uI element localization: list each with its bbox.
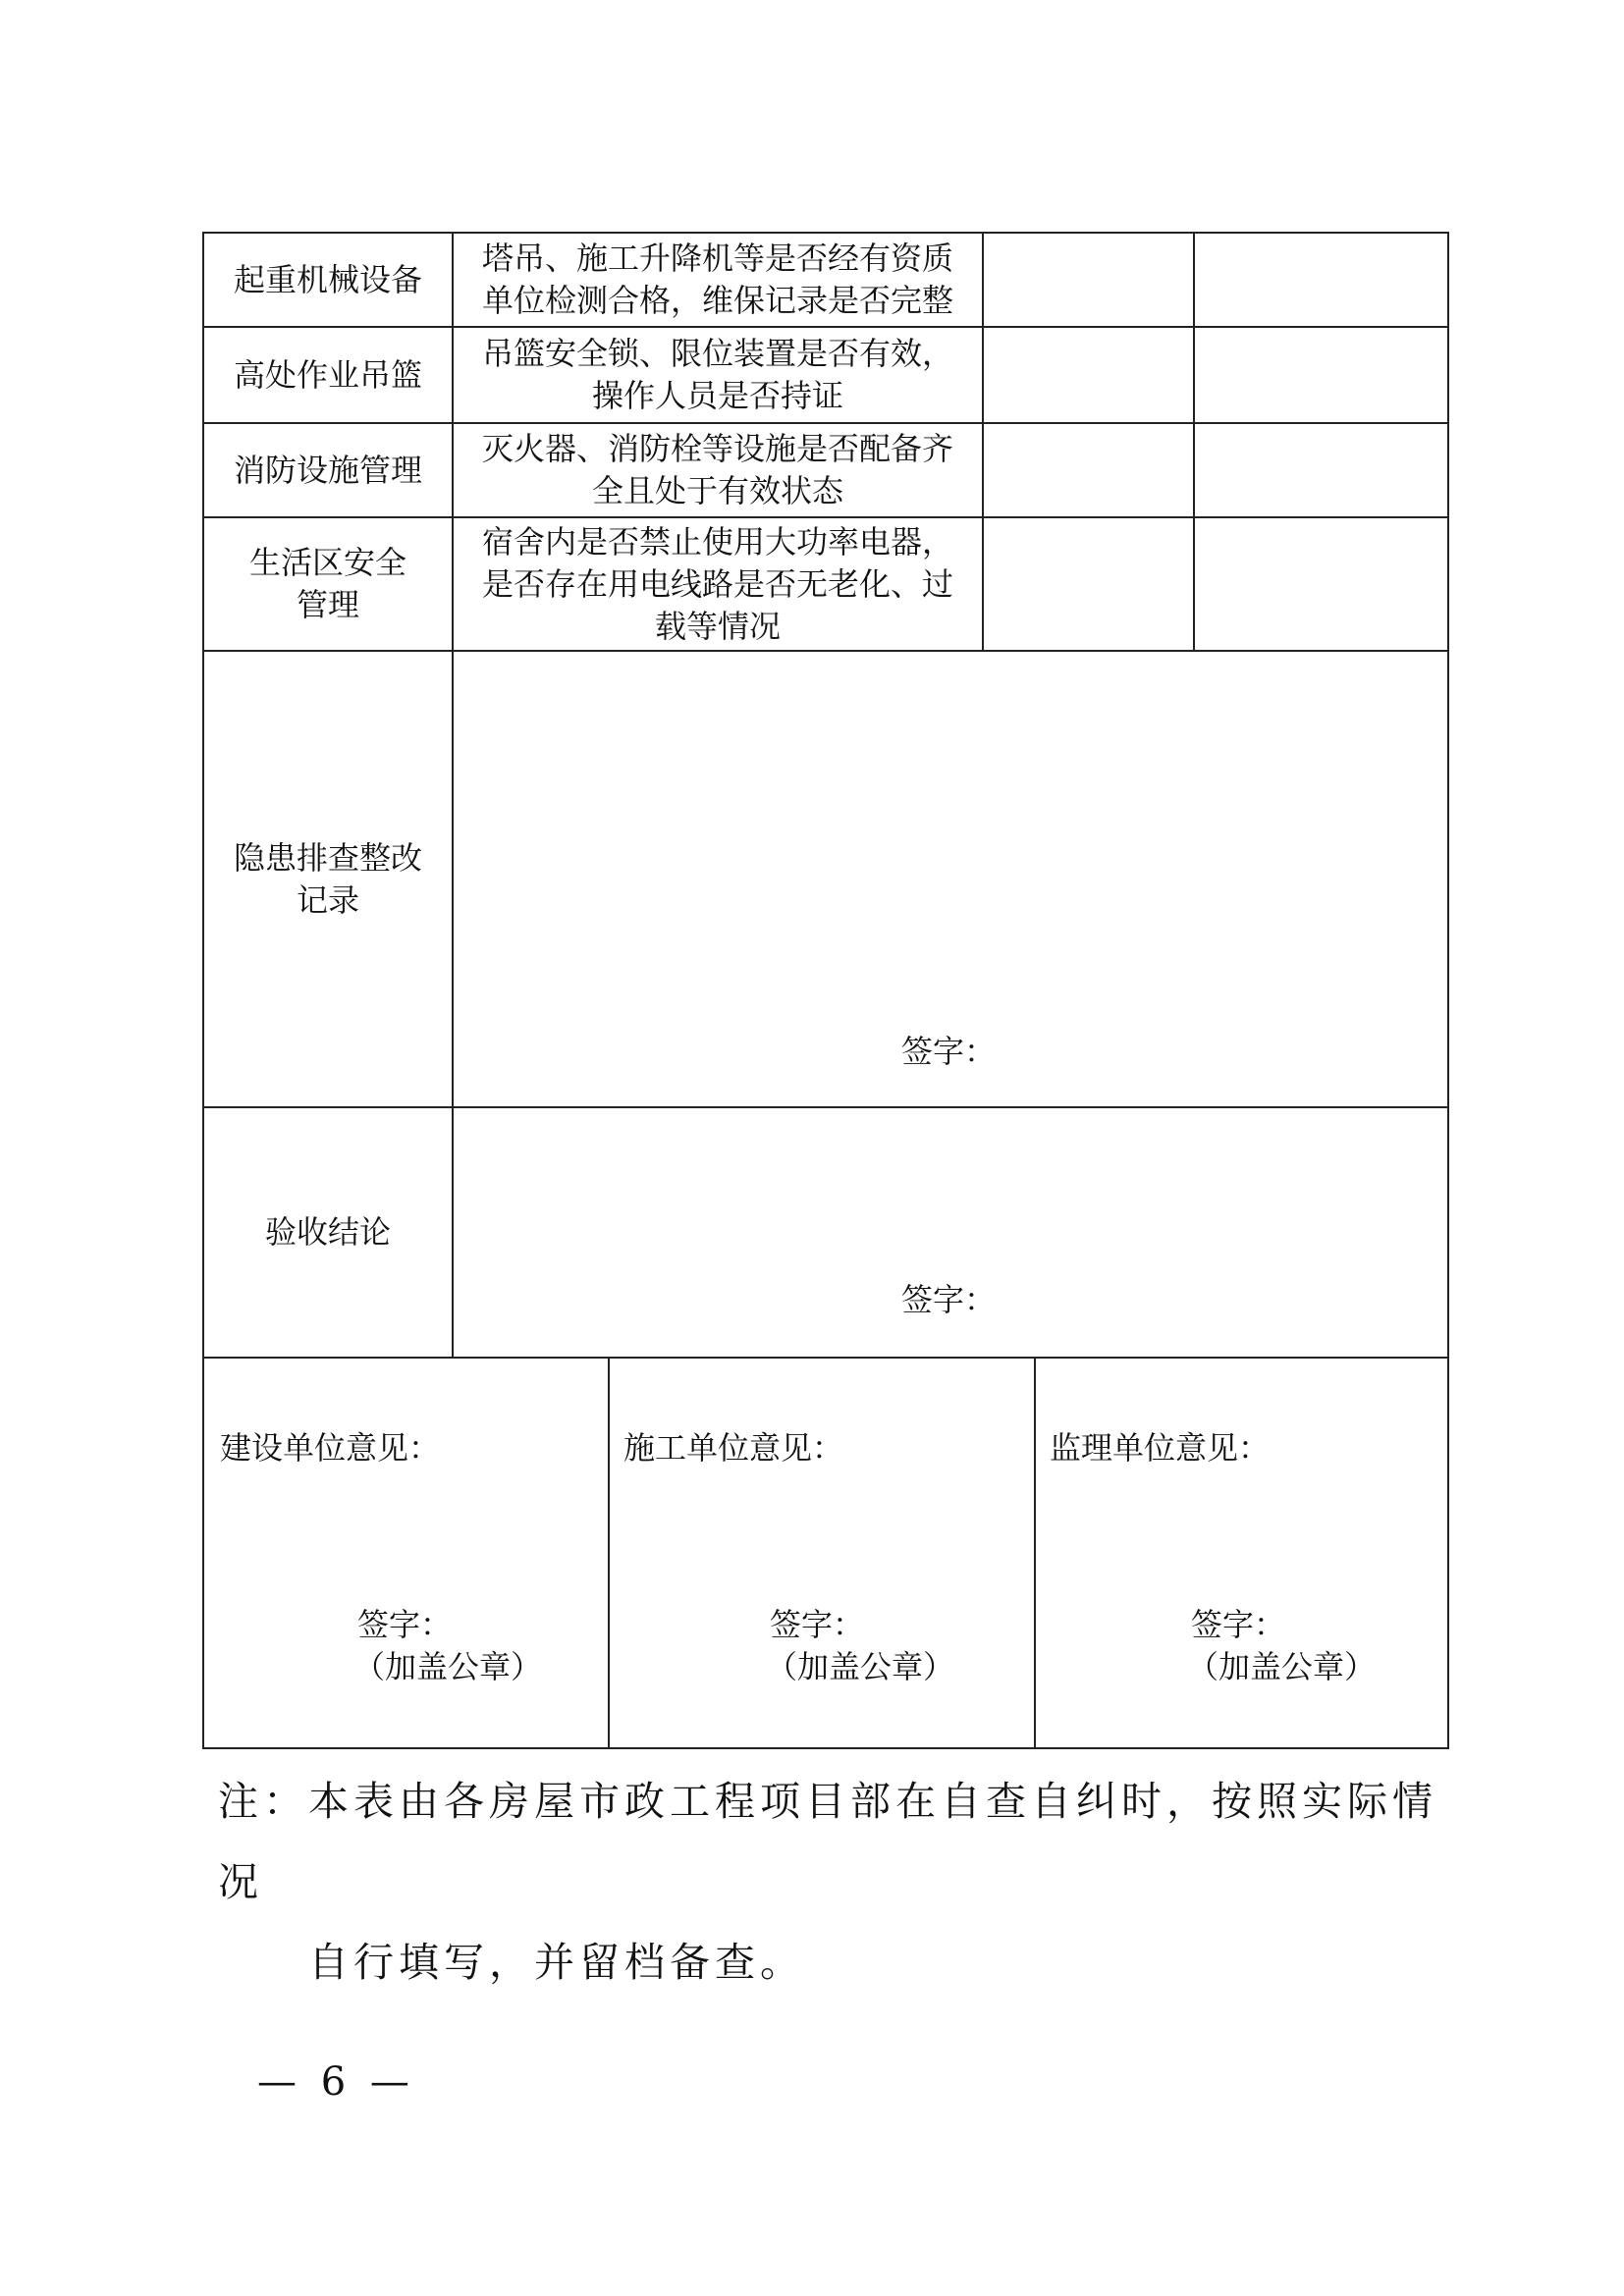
table-row bbox=[203, 423, 1448, 517]
table-row bbox=[203, 233, 1448, 327]
check-desc-cell: 吊篮安全锁、限位装置是否有效， 操作人员是否持证 bbox=[453, 327, 983, 423]
check-item-cell: 起重机械设备 bbox=[203, 233, 453, 327]
acceptance-label: 验收结论 bbox=[203, 1107, 453, 1358]
result-cell[interactable] bbox=[983, 233, 1194, 327]
remark-cell[interactable] bbox=[1194, 327, 1448, 423]
check-desc-cell: 塔吊、施工升降机等是否经有资质 单位检测合格，维保记录是否完整 bbox=[453, 233, 983, 327]
check-item-cell: 生活区安全 管理 bbox=[203, 517, 453, 651]
footnote-line-2: 自行填写，并留档备查。 bbox=[308, 1939, 805, 1986]
opinion-seal-note: （加盖公章） bbox=[1187, 1648, 1377, 1685]
table-row bbox=[203, 1358, 1448, 1748]
check-item-cell: 高处作业吊篮 bbox=[203, 327, 453, 423]
acceptance-field[interactable] bbox=[453, 1107, 1448, 1358]
opinion-title: 建设单位意见： bbox=[220, 1429, 441, 1467]
table-row bbox=[203, 517, 1448, 651]
acceptance-sign-label: 签字： bbox=[901, 1281, 997, 1318]
contractor-unit-opinion[interactable] bbox=[609, 1358, 1035, 1748]
inspection-form bbox=[202, 232, 1447, 1749]
table-row bbox=[203, 1107, 1448, 1358]
hazard-record-sign-label: 签字： bbox=[901, 1033, 997, 1070]
remark-cell[interactable] bbox=[1194, 423, 1448, 517]
checklist-table bbox=[202, 232, 1449, 1359]
check-desc-cell: 宿舍内是否禁止使用大功率电器， 是否存在用电线路是否无老化、过 载等情况 bbox=[453, 517, 983, 651]
opinion-title: 监理单位意见： bbox=[1050, 1429, 1271, 1467]
opinions-table bbox=[202, 1357, 1449, 1749]
opinion-sign-label: 签字： bbox=[770, 1606, 865, 1643]
remark-cell[interactable] bbox=[1194, 517, 1448, 651]
check-item-cell: 消防设施管理 bbox=[203, 423, 453, 517]
opinion-sign-label: 签字： bbox=[1191, 1606, 1286, 1643]
opinion-seal-note: （加盖公章） bbox=[353, 1648, 543, 1685]
hazard-record-label: 隐患排查整改 记录 bbox=[203, 651, 453, 1107]
construction-unit-opinion[interactable] bbox=[203, 1358, 609, 1748]
check-desc-cell: 灭火器、消防栓等设施是否配备齐 全且处于有效状态 bbox=[453, 423, 983, 517]
footnote bbox=[218, 1761, 1445, 2002]
table-row bbox=[203, 327, 1448, 423]
remark-cell[interactable] bbox=[1194, 233, 1448, 327]
opinion-seal-note: （加盖公章） bbox=[766, 1648, 955, 1685]
supervision-unit-opinion[interactable] bbox=[1035, 1358, 1448, 1748]
table-row bbox=[203, 651, 1448, 1107]
opinion-title: 施工单位意见： bbox=[623, 1429, 844, 1467]
opinion-sign-label: 签字： bbox=[357, 1606, 453, 1643]
page-number: — 6 — bbox=[257, 2059, 415, 2105]
result-cell[interactable] bbox=[983, 327, 1194, 423]
result-cell[interactable] bbox=[983, 423, 1194, 517]
hazard-record-field[interactable] bbox=[453, 651, 1448, 1107]
footnote-line-1: 注：本表由各房屋市政工程项目部在自查自纠时，按照实际情况 bbox=[218, 1778, 1437, 1905]
result-cell[interactable] bbox=[983, 517, 1194, 651]
